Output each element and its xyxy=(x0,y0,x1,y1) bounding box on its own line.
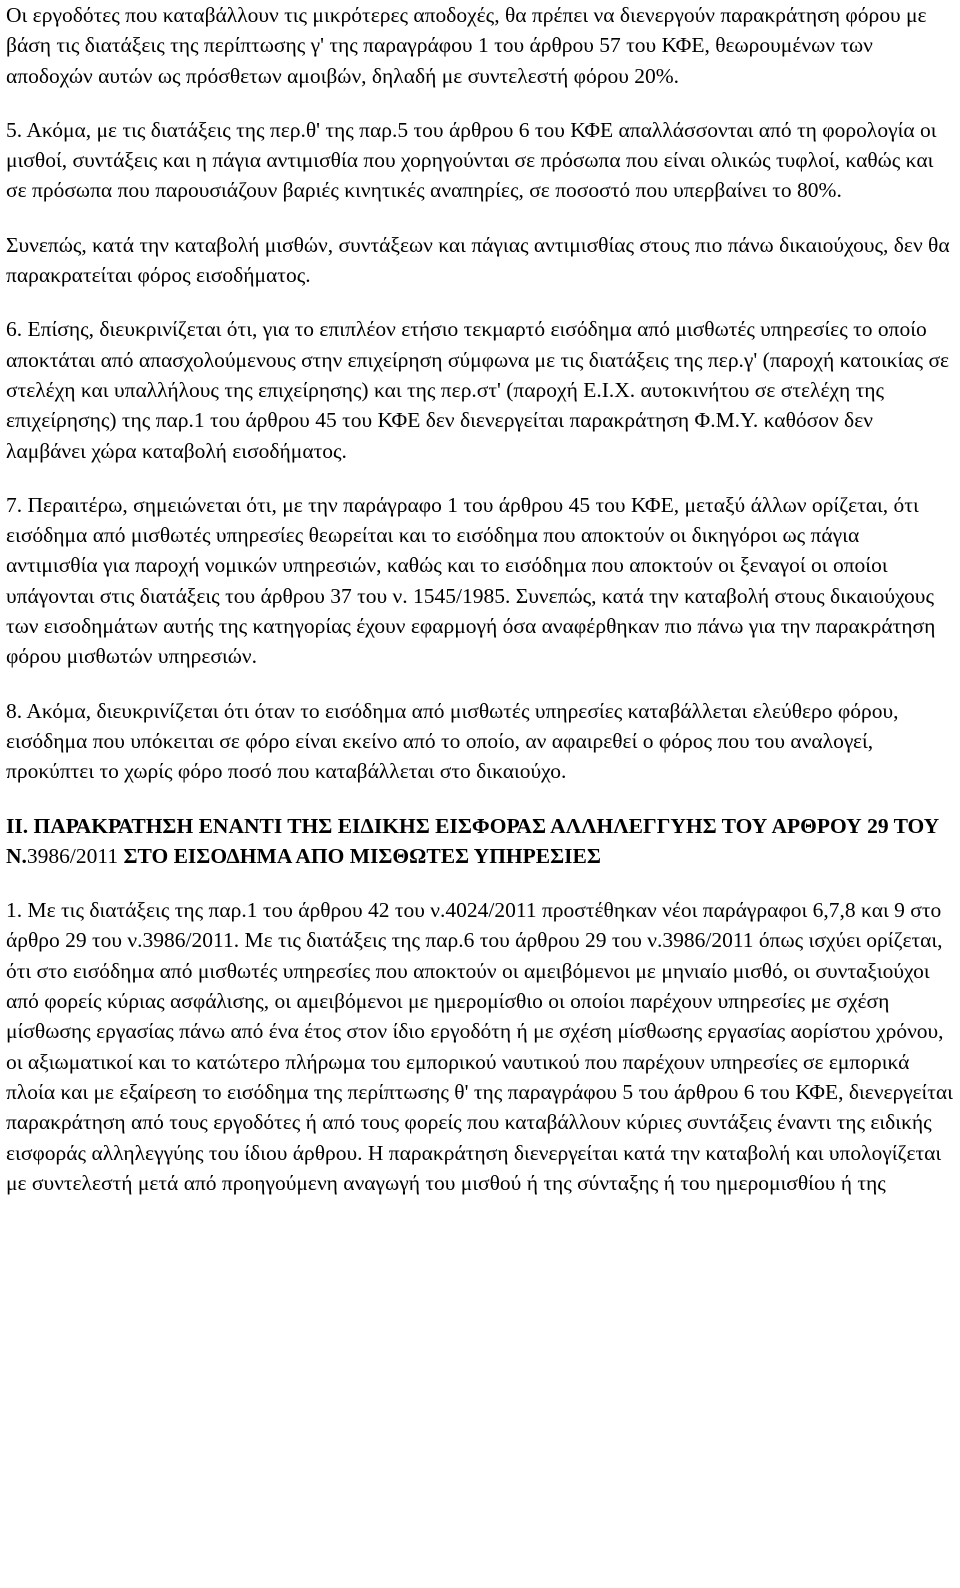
paragraph-8: 8. Ακόμα, διευκρινίζεται ότι όταν το εισόδημα από μισθωτές υπηρεσίες καταβάλλεται ελεύθερο φόρου, εισόδημα που υπόκειται σε φόρο είναι εκείνο από το οποίο, αν αφαιρεθεί ο φόρος που του αναλογεί, προκύπτει το χωρίς φόρο ποσό που καταβάλλεται στο δικαιούχο. xyxy=(6,698,899,784)
document-page xyxy=(6,0,954,1222)
section-heading-law-number: 3986/2011 xyxy=(26,843,119,868)
paragraph-5-consequence: Συνεπώς, κατά την καταβολή μισθών, συντάξεων και πάγιας αντιμισθίας στους πιο πάνω δικαιούχους, δεν θα παρακρατείται φόρος εισοδήματος. xyxy=(6,232,950,288)
paragraph-ii-1: 1. Με τις διατάξεις της παρ.1 του άρθρου 42 του ν.4024/2011 προστέθηκαν νέοι παράγραφοι 6,7,8 και 9 στο άρθρο 29 του ν.3986/2011. Με τις διατάξεις της παρ.6 του άρθρου 29 του ν.3986/2011 όπως ισχύει ορίζεται, ότι στο εισόδημα από μισθωτές υπηρεσίες που αποκτούν οι αμειβόμενοι με μηνιαίο μισθό, οι συνταξιούχοι από φορείς κύριας ασφάλισης, οι αμειβόμενοι με ημερομίσθιο οι οποίοι παρέχουν υπηρεσίες με σχέση μίσθωσης εργασίας πάνω από ένα έτος στον ίδιο εργοδότη ή με σχέση μίσθωσης εργασίας αορίστου χρόνου, οι αξιωματικοί και το κατώτερο πλήρωμα του εμπορικού ναυτικού που παρέχουν υπηρεσίες σε εμπορικά πλοία και με εξαίρεση το εισόδημα της περίπτωσης θ' της παραγράφου 5 του άρθρου 6 του ΚΦΕ, διενεργείται παρακράτηση από τους εργοδότες ή από τους φορείς που καταβάλλουν κύριες συντάξεις έναντι της ειδικής εισφοράς αλληλεγγύης του ίδιου άρθρου. Η παρακράτηση διενεργείται κατά την καταβολή και υπολογίζεται με συντελεστή μετά από προηγούμενη αναγωγή του μισθού ή της σύνταξης ή του ημερομισθίου ή της xyxy=(6,898,953,1195)
paragraph-6: 6. Επίσης, διευκρινίζεται ότι, για το επιπλέον ετήσιο τεκμαρτό εισόδημα από μισθωτές υπηρεσίες το οποίο αποκτάται από απασχολούμενους στην επιχείρηση σύμφωνα με τις διατάξεις της περ.γ' (παροχή κατοικίας σε στελέχη και υπαλλήλους της επιχείρησης) και της περ.στ' (παροχή Ε.Ι.Χ. αυτοκινήτου σε στελέχη της επιχείρησης) της παρ.1 του άρθρου 45 του ΚΦΕ δεν διενεργείται παρακράτηση Φ.Μ.Υ. καθόσον δεν λαμβάνει χώρα καταβολή εισοδήματος. xyxy=(6,317,950,463)
paragraph-7: 7. Περαιτέρω, σημειώνεται ότι, με την παράγραφο 1 του άρθρου 45 του ΚΦΕ, μεταξύ άλλων ορίζεται, ότι εισόδημα από μισθωτές υπηρεσίες θεωρείται και το εισόδημα που αποκτούν οι δικηγόροι ως πάγια αντιμισθία για παροχή νομικών υπηρεσιών, καθώς και το εισόδημα που αποκτούν οι ξεναγοί οι οποίοι υπάγονται στις διατάξεις του άρθρου 37 του ν. 1545/1985. Συνεπώς, κατά την καταβολή στους δικαιούχους των εισοδημάτων αυτής της κατηγορίας έχουν εφαρμογή όσα αναφέρθηκαν πιο πάνω για την παρακράτηση φόρου μισθωτών υπηρεσιών. xyxy=(6,492,936,669)
paragraph-intro: Οι εργοδότες που καταβάλλουν τις μικρότερες αποδοχές, θα πρέπει να διενεργούν παρακράτηση φόρου με βάση τις διατάξεις της περίπτωσης γ' της παραγράφου 1 του άρθρου 57 του ΚΦΕ, θεωρουμένων των αποδοχών αυτών ως πρόσθετων αμοιβών, δηλαδή με συντελεστή φόρου 20%. xyxy=(6,3,927,88)
section-heading-part3: ΣΤΟ ΕΙΣΟΔΗΜΑ ΑΠΟ ΜΙΣΘΩΤΕΣ ΥΠΗΡΕΣΙΕΣ xyxy=(118,843,601,868)
paragraph-5: 5. Ακόμα, με τις διατάξεις της περ.θ' της παρ.5 του άρθρου 6 του ΚΦΕ απαλλάσσονται από τη φορολογία οι μισθοί, συντάξεις και η πάγια αντιμισθία που χορηγούνται σε πρόσωπα που είναι ολικώς τυφλοί, καθώς και σε πρόσωπα που παρουσιάζουν βαριές κινητικές αναπηρίες, σε ποσοστό που υπερβαίνει το 80%. xyxy=(6,117,937,203)
section-heading-ii xyxy=(6,811,954,872)
section-heading-part1: ΙΙ. ΠΑΡΑΚΡΑΤΗΣΗ ΕΝΑΝΤΙ ΤΗΣ ΕΙΔΙΚΗΣ ΕΙΣΦΟΡΑΣ ΑΛΛΗΛΕΓΓΥΗΣ ΤΟΥ ΑΡΘΡΟΥ 29 ΤΟΥ Ν. xyxy=(6,813,940,868)
